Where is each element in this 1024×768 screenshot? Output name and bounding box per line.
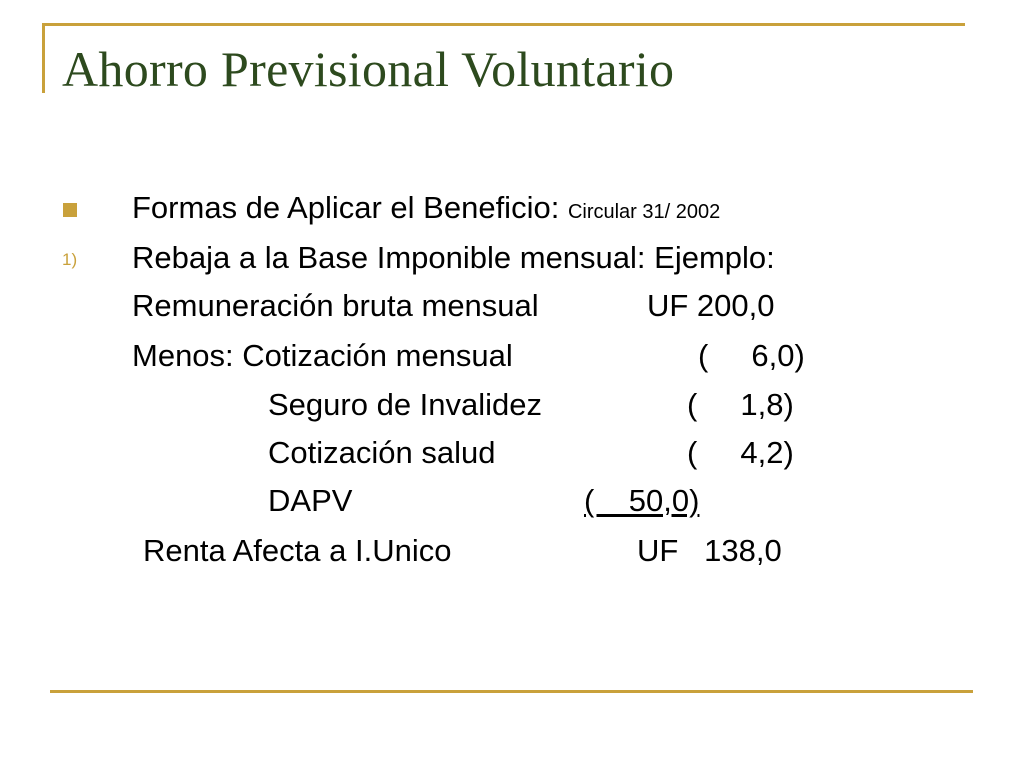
row-value-cotizacion-mensual: ( 6,0) [698, 338, 805, 373]
row-value-remuneracion: UF 200,0 [647, 288, 775, 323]
row-label-cotizacion-mensual: Menos: Cotización mensual [132, 338, 513, 373]
row-label-remuneracion: Remuneración bruta mensual [132, 288, 539, 323]
frame-top-line [42, 23, 965, 26]
item-rebaja: Rebaja a la Base Imponible mensual: Ejemplo: [132, 240, 775, 275]
frame-left-line [42, 23, 45, 93]
row-value-salud: ( 4,2) [687, 435, 794, 470]
row-label-seguro: Seguro de Invalidez [268, 387, 543, 422]
row-value-renta-afecta: UF 138,0 [637, 533, 782, 568]
row-label-dapv: DAPV [268, 483, 353, 518]
row-value-dapv: ( 50,0) [584, 483, 700, 518]
bullet-main-text: Formas de Aplicar el Beneficio: [132, 190, 560, 225]
frame-bottom-line [50, 690, 973, 693]
row-value-seguro: ( 1,8) [687, 387, 794, 422]
row-label-salud: Cotización salud [268, 435, 496, 470]
row-label-renta-afecta: Renta Afecta a I.Unico [143, 533, 452, 568]
numbered-marker: 1) [62, 250, 78, 269]
bullet-formas [132, 190, 720, 230]
slide-title: Ahorro Previsional Voluntario [62, 41, 675, 97]
square-bullet-icon [63, 203, 77, 217]
bullet-note-text: Circular 31/ 2002 [567, 201, 721, 223]
